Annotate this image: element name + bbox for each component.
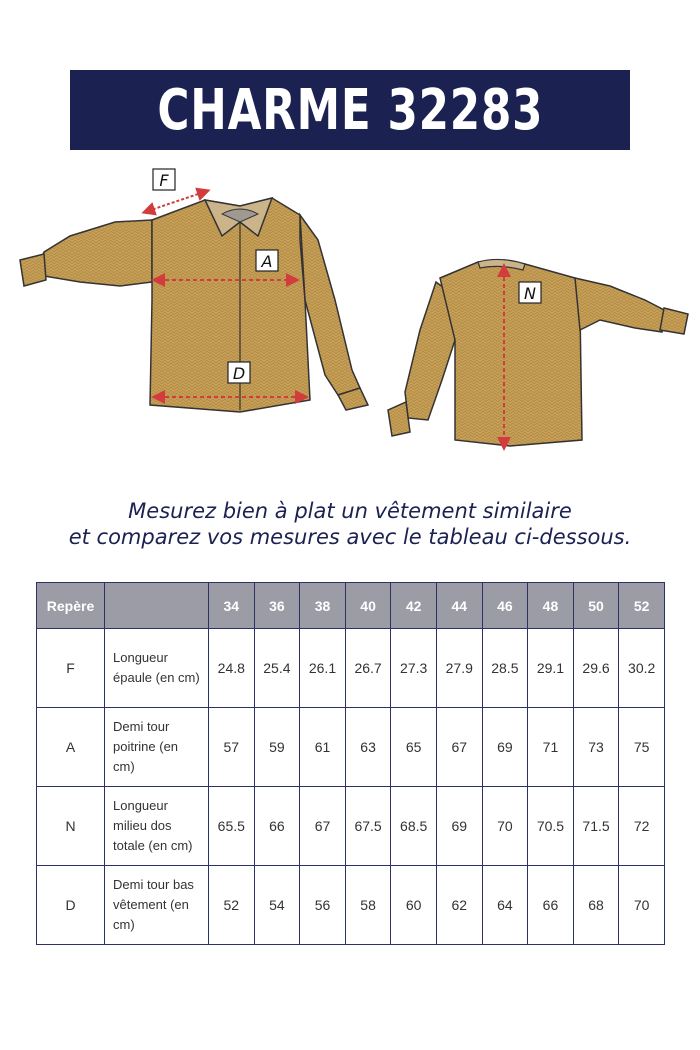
- table-cell: 26.7: [345, 629, 391, 708]
- table-cell: 30.2: [619, 629, 665, 708]
- table-row: [37, 866, 665, 945]
- table-cell: 75: [619, 708, 665, 787]
- size-table: [36, 582, 665, 945]
- front-left-cuff: [20, 254, 46, 286]
- size-header: 46: [482, 583, 528, 629]
- table-cell: 56: [300, 866, 346, 945]
- table-cell: 70: [619, 866, 665, 945]
- table-cell: 65.5: [209, 787, 255, 866]
- garment-diagram: [0, 160, 700, 460]
- table-cell: 25.4: [254, 629, 300, 708]
- front-left-sleeve: [42, 220, 152, 286]
- table-cell: 66: [528, 866, 574, 945]
- size-header: 38: [300, 583, 346, 629]
- table-cell: 72: [619, 787, 665, 866]
- table-cell: 29.1: [528, 629, 574, 708]
- row-reference: N: [37, 787, 105, 866]
- table-cell: 57: [209, 708, 255, 787]
- description-header: [105, 583, 209, 629]
- table-row: [37, 708, 665, 787]
- row-reference: F: [37, 629, 105, 708]
- table-cell: 54: [254, 866, 300, 945]
- table-cell: 68.5: [391, 787, 437, 866]
- table-row: [37, 787, 665, 866]
- table-cell: 61: [300, 708, 346, 787]
- table-cell: 59: [254, 708, 300, 787]
- label-d: D: [232, 364, 246, 383]
- table-cell: 73: [573, 708, 619, 787]
- size-header: 42: [391, 583, 437, 629]
- size-header: 40: [345, 583, 391, 629]
- size-header: 34: [209, 583, 255, 629]
- back-left-cuff: [388, 402, 410, 436]
- table-cell: 29.6: [573, 629, 619, 708]
- row-label: Demi tour bas vêtement (en cm): [105, 866, 209, 945]
- title-banner: [70, 70, 630, 150]
- table-cell: 62: [436, 866, 482, 945]
- size-header: 44: [436, 583, 482, 629]
- table-cell: 64: [482, 866, 528, 945]
- table-cell: 67: [436, 708, 482, 787]
- table-cell: 24.8: [209, 629, 255, 708]
- row-label: Demi tour poitrine (en cm): [105, 708, 209, 787]
- table-cell: 27.9: [436, 629, 482, 708]
- table-cell: 60: [391, 866, 437, 945]
- row-reference: D: [37, 866, 105, 945]
- table-cell: 65: [391, 708, 437, 787]
- instructions: [0, 498, 700, 550]
- size-header: 52: [619, 583, 665, 629]
- table-cell: 66: [254, 787, 300, 866]
- table-cell: 27.3: [391, 629, 437, 708]
- row-label: Longueur milieu dos totale (en cm): [105, 787, 209, 866]
- instructions-line-1: Mesurez bien à plat un vêtement similaire: [128, 499, 572, 523]
- label-f: F: [159, 171, 169, 190]
- table-cell: 71.5: [573, 787, 619, 866]
- size-header-row: [37, 583, 665, 629]
- table-cell: 68: [573, 866, 619, 945]
- table-cell: 63: [345, 708, 391, 787]
- table-cell: 28.5: [482, 629, 528, 708]
- back-right-sleeve: [575, 278, 668, 332]
- back-view: [388, 259, 688, 446]
- front-view: [0, 160, 368, 412]
- table-cell: 67.5: [345, 787, 391, 866]
- table-cell: 69: [482, 708, 528, 787]
- size-header: 50: [573, 583, 619, 629]
- table-cell: 67: [300, 787, 346, 866]
- table-cell: 70.5: [528, 787, 574, 866]
- table-row: [37, 629, 665, 708]
- table-cell: 71: [528, 708, 574, 787]
- table-cell: 69: [436, 787, 482, 866]
- back-body: [440, 260, 582, 446]
- row-reference: A: [37, 708, 105, 787]
- row-label: Longueur épaule (en cm): [105, 629, 209, 708]
- instructions-line-2: et comparez vos mesures avec le tableau ci-dessous.: [68, 525, 632, 549]
- table-cell: 58: [345, 866, 391, 945]
- label-a: A: [261, 252, 273, 271]
- back-right-cuff: [660, 308, 688, 334]
- table-cell: 70: [482, 787, 528, 866]
- table-cell: 52: [209, 866, 255, 945]
- size-header: 48: [528, 583, 574, 629]
- page-title: CHARME 32283: [157, 77, 543, 143]
- reference-header: Repère: [37, 583, 105, 629]
- table-cell: 26.1: [300, 629, 346, 708]
- label-n: N: [524, 284, 536, 303]
- size-header: 36: [254, 583, 300, 629]
